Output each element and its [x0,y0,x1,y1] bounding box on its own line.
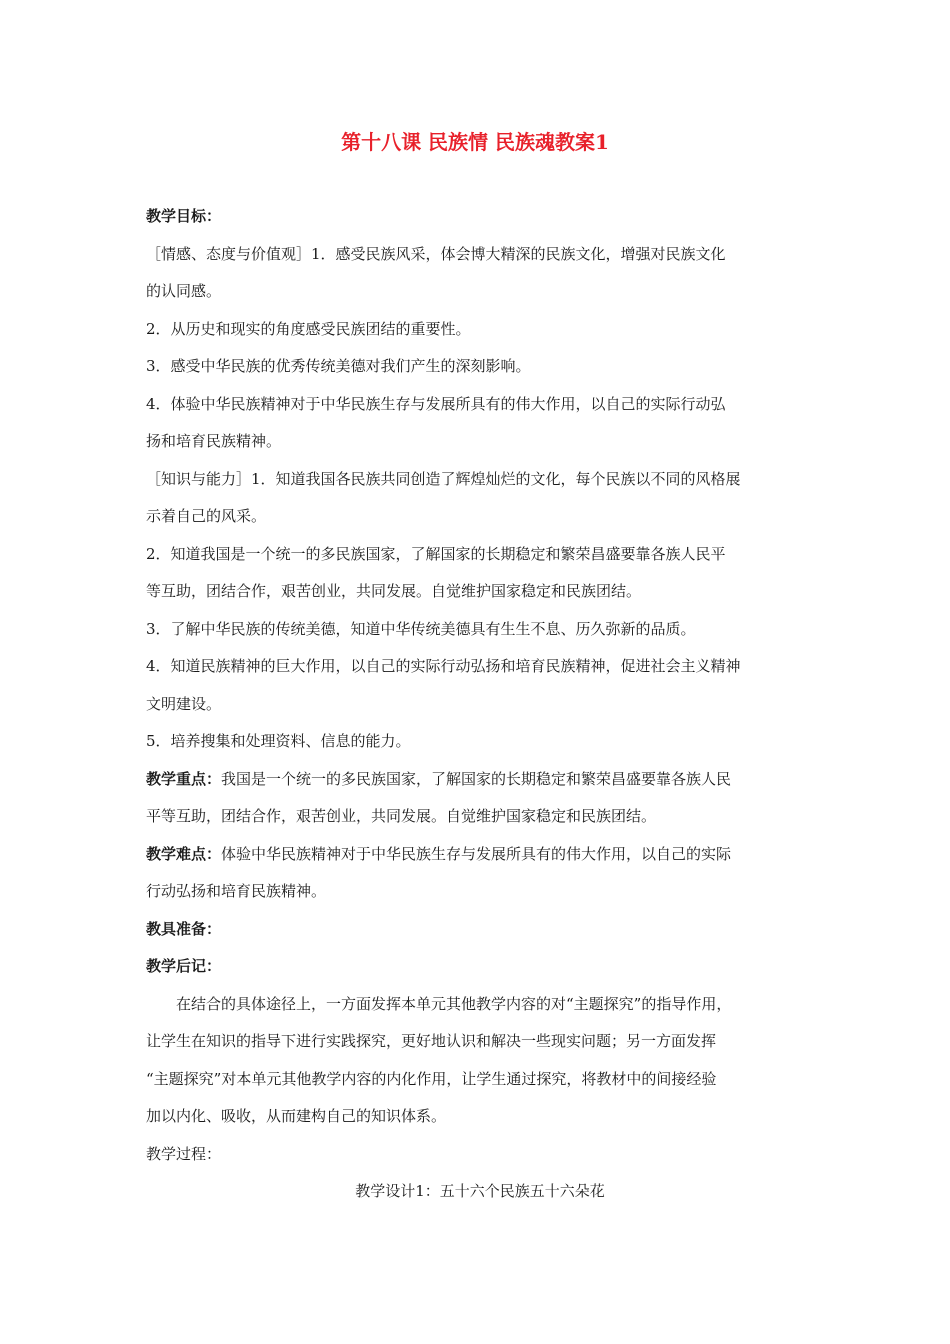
knowledge-goal-3: 3．了解中华民族的传统美德，知道中华传统美德具有生生不息、历久弥新的品质。 [146,619,696,638]
emotion-goal-4a: 4．体验中华民族精神对于中华民族生存与发展所具有的伟大作用，以自己的实际行动弘 [146,394,726,413]
emotion-goal-2: 2．从历史和现实的角度感受民族团结的重要性。 [146,319,471,338]
notes-line-d: 加以内化、吸收，从而建构自己的知识体系。 [146,1107,447,1125]
difficulty-text: 体验中华民族精神对于中华民族生存与发展所具有的伟大作用，以自己的实际 [221,844,732,863]
knowledge-goal-4b: 文明建设。 [146,694,222,713]
key-point-text: 我国是一个统一的多民族国家，了解国家的长期稳定和繁荣昌盛要靠各族人民 [221,769,732,788]
emotion-goal-3: 3．感受中华民族的优秀传统美德对我们产生的深刻影响。 [146,357,531,375]
knowledge-goal-4a: 4．知道民族精神的巨大作用，以自己的实际行动弘扬和培育民族精神，促进社会主义精神 [146,657,741,675]
design-1-heading: 教学设计1：五十六个民族五十六朵花 [355,1182,605,1200]
page-title: 第十八课 民族情 民族魂教案1 [341,130,609,154]
notes-line-a: 在结合的具体途径上，一方面发挥本单元其他教学内容的对“主题探究”的指导作用， [176,994,732,1013]
knowledge-goal-2a: 2．知道我国是一个统一的多民族国家，了解国家的长期稳定和繁荣昌盛要靠各族人民平 [146,544,726,563]
process-heading: 教学过程： [146,1144,222,1163]
difficulty-label: 教学难点： [146,844,222,863]
goals-heading: 教学目标： [146,207,222,225]
document-body [146,198,814,1211]
difficulty-b: 行动弘扬和培育民族精神。 [146,882,327,900]
key-point-label: 教学重点： [146,769,222,788]
knowledge-goal-2b: 等互助，团结合作，艰苦创业，共同发展。自觉维护国家稳定和民族团结。 [146,582,642,600]
notes-line-c: “主题探究”对本单元其他教学内容的内化作用，让学生通过探究，将教材中的间接经验 [146,1069,717,1088]
key-point-a [146,761,814,799]
notes-line-b: 让学生在知识的指导下进行实践探究，更好地认识和解决一些现实问题；另一方面发挥 [146,1032,717,1050]
notes-heading: 教学后记： [146,957,222,975]
knowledge-goal-1a: ［知识与能力］1．知道我国各民族共同创造了辉煌灿烂的文化，每个民族以不同的风格展 [146,469,741,488]
difficulty-a [146,836,814,874]
emotion-goal-1a: ［情感、态度与价值观］1．感受民族风采，体会博大精深的民族文化，增强对民族文化 [146,244,726,263]
tools-heading: 教具准备： [146,919,222,938]
knowledge-goal-1b: 示着自己的风采。 [146,507,267,525]
knowledge-goal-5: 5．培养搜集和处理资料、信息的能力。 [146,732,411,750]
emotion-goal-4b: 扬和培育民族精神。 [146,432,282,450]
emotion-goal-1b: 的认同感。 [146,282,222,300]
key-point-b: 平等互助，团结合作，艰苦创业，共同发展。自觉维护国家稳定和民族团结。 [146,807,657,825]
